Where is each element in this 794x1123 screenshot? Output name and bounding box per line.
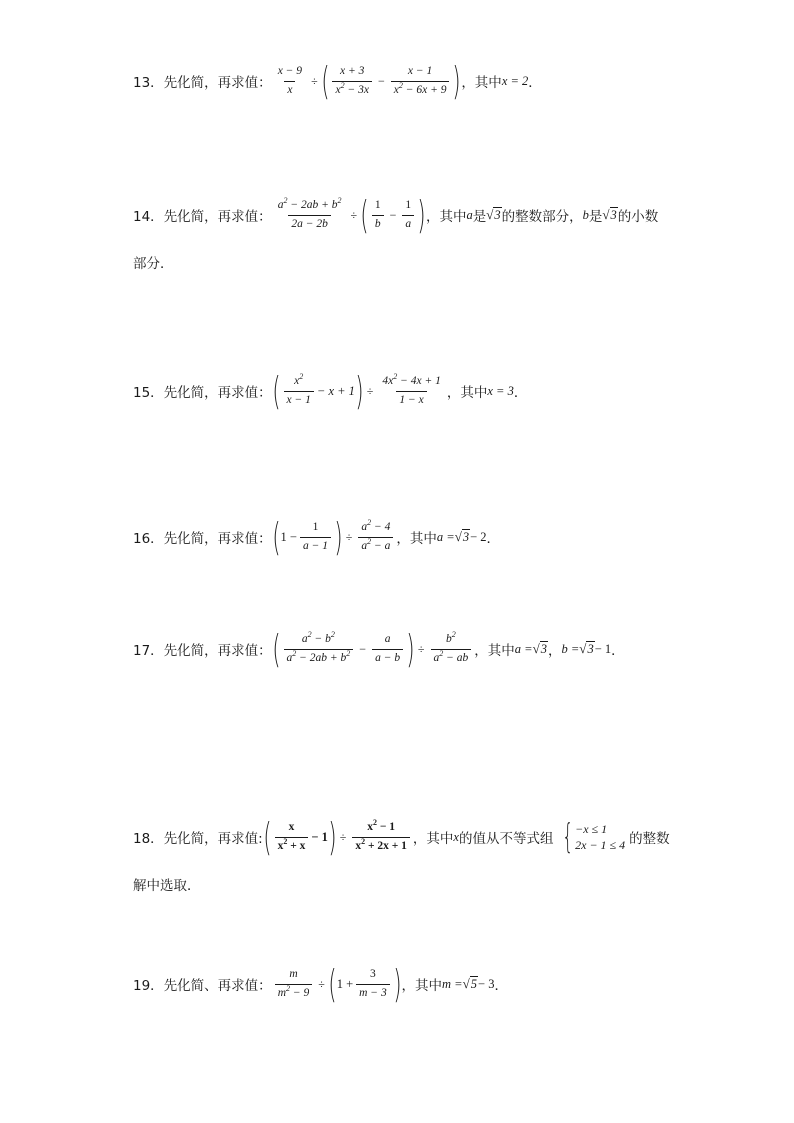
right-paren: ) xyxy=(452,59,461,103)
fraction xyxy=(275,65,305,96)
numerator: $x^2$ xyxy=(294,372,304,388)
sqrt-sign-icon: √ xyxy=(462,976,470,991)
right-paren: ) xyxy=(334,515,343,559)
numerator: x + 3 xyxy=(340,65,365,78)
divide-sign: ÷ xyxy=(345,529,353,544)
condition-lhs: a = xyxy=(436,529,455,544)
numerator: 1 xyxy=(374,199,381,212)
numerator: $a^2 - b^2$ xyxy=(301,630,335,646)
fraction xyxy=(379,372,443,406)
left-paren: ( xyxy=(320,59,330,103)
right-paren: ) xyxy=(328,815,337,859)
divide-sign: ÷ xyxy=(318,976,325,991)
left-paren: ( xyxy=(272,627,281,671)
condition-prefix: ，其中 xyxy=(461,75,502,91)
fraction xyxy=(275,968,313,999)
fraction xyxy=(352,818,410,852)
expression-lead: 1 − xyxy=(280,529,297,544)
numerator: x − 1 xyxy=(407,65,433,78)
condition-rhs: − 3 xyxy=(478,976,495,991)
sqrt-sign-icon: √ xyxy=(532,641,540,656)
fraction xyxy=(275,821,309,852)
left-paren: ( xyxy=(263,815,272,859)
problem-16 xyxy=(133,515,501,559)
inequality-row: 2x − 1 ≤ 4 xyxy=(575,838,626,852)
condition-lhs: m = xyxy=(442,976,463,991)
minus-sign: − xyxy=(377,73,385,88)
fraction xyxy=(372,199,384,230)
fraction xyxy=(332,65,371,96)
problem-number: 14． xyxy=(133,209,164,225)
continuation-line: 部分． xyxy=(133,256,174,272)
problem-number: 17． xyxy=(133,643,164,659)
sqrt-expression: √ 3 xyxy=(486,207,501,222)
condition-b-lhs: b = xyxy=(561,641,580,656)
fraction xyxy=(358,518,393,552)
sqrt-sign-icon: √ xyxy=(486,207,494,222)
condition-text: ，其中 xyxy=(412,831,454,847)
problem-17 xyxy=(133,627,625,671)
divide-sign: ÷ xyxy=(417,641,425,656)
divide-sign: ÷ xyxy=(311,73,318,88)
problem-line xyxy=(133,59,542,103)
condition-text: 的值从不等式组 xyxy=(458,831,554,847)
brace-icon: { xyxy=(562,817,574,857)
inequality-system xyxy=(557,817,626,857)
denominator: b xyxy=(372,215,384,231)
condition-b-rhs: − 1 xyxy=(594,641,612,656)
condition-text: 的整数 xyxy=(629,831,670,847)
denominator: 1 − x xyxy=(396,391,426,407)
problem-line xyxy=(133,193,659,237)
numerator: x xyxy=(288,821,295,834)
problem-line xyxy=(133,815,670,859)
condition-prefix: ，其中 xyxy=(446,385,488,401)
fraction xyxy=(402,199,414,230)
sqrt-expression: √ 3 xyxy=(602,207,617,222)
problem-number: 15． xyxy=(133,385,164,401)
denominator: $a^2 - 2ab + b^2$ xyxy=(284,649,354,665)
numerator: 3 xyxy=(370,968,376,981)
inequality-row: −x ≤ 1 xyxy=(575,821,608,836)
end-mark: ． xyxy=(611,643,625,659)
numerator: x − 9 xyxy=(277,65,303,78)
denominator: a − b xyxy=(372,649,403,665)
end-mark: ． xyxy=(494,978,508,994)
separator: ， xyxy=(547,643,562,659)
variable-x: x xyxy=(453,829,459,844)
right-paren: ) xyxy=(406,627,415,671)
condition-prefix: ，其中 xyxy=(396,531,437,547)
expression-lead: 1 + xyxy=(336,976,354,991)
denominator: $a^2$ − ab xyxy=(431,649,472,665)
numerator: 1 xyxy=(405,199,412,212)
denominator: a xyxy=(402,215,414,231)
problem-14 xyxy=(133,193,659,272)
variable-b: b xyxy=(582,207,589,222)
continuation-line: 解中选取． xyxy=(133,878,201,894)
sqrt-sign-icon: √ xyxy=(454,529,462,544)
fraction xyxy=(284,630,354,664)
denominator: $x^2 + 2x + 1$ xyxy=(352,837,410,853)
sqrt-expression: √ 5 xyxy=(462,976,478,991)
problem-number: 18． xyxy=(133,831,164,847)
problem-prompt: 先化简，再求值： xyxy=(163,209,272,225)
denominator: $x^2 + x$ xyxy=(275,837,309,853)
end-mark: ． xyxy=(486,531,501,547)
numerator: $a^2 - 4$ xyxy=(361,518,391,534)
denominator: $m^2 - 9$ xyxy=(275,984,313,1000)
problem-prompt: 先化简，再求值： xyxy=(163,531,272,547)
expression-tail: − x + 1 xyxy=(316,383,355,398)
minus-sign: − xyxy=(389,207,397,222)
condition-text: 是 xyxy=(588,209,603,225)
fraction xyxy=(284,372,314,406)
problem-line xyxy=(133,369,528,413)
denominator: a − 1 xyxy=(300,537,331,553)
condition-a-lhs: a = xyxy=(514,641,533,656)
sqrt-expression: √ 3 xyxy=(454,529,470,544)
problem-prompt: 先化简，再求值： xyxy=(163,643,272,659)
denominator: x − 1 xyxy=(284,391,314,407)
sqrt-sign-icon: √ xyxy=(602,207,610,222)
condition-prefix: ，其中 xyxy=(401,978,443,994)
fraction xyxy=(275,196,345,230)
problem-18 xyxy=(133,815,670,894)
condition-text: 是 xyxy=(472,209,487,225)
problem-number: 13． xyxy=(133,75,164,91)
fraction xyxy=(431,630,472,664)
sqrt-expression: √ 3 xyxy=(532,641,547,656)
divide-sign: ÷ xyxy=(366,383,374,398)
end-mark: ． xyxy=(513,385,528,401)
sqrt-sign-icon: √ xyxy=(579,641,587,656)
denominator: m − 3 xyxy=(356,984,390,1000)
condition-text: 的整数部分， xyxy=(501,209,583,225)
condition: x = 3 xyxy=(487,383,514,398)
divide-sign: ÷ xyxy=(339,829,347,844)
denominator: 2a − 2b xyxy=(288,215,331,231)
condition-text: 的小数 xyxy=(617,209,659,225)
numerator: $a^2 - 2ab + b^2$ xyxy=(277,196,342,212)
problem-line xyxy=(133,515,501,559)
fraction xyxy=(300,521,331,552)
right-paren: ) xyxy=(417,193,426,237)
left-paren: ( xyxy=(328,962,337,1006)
condition: x = 2 xyxy=(501,73,529,88)
sqrt-expression: √ 3 xyxy=(579,641,594,656)
numerator: m xyxy=(289,968,298,981)
fraction xyxy=(391,65,450,96)
bold-expression xyxy=(263,815,413,859)
left-paren: ( xyxy=(360,193,369,237)
problem-line xyxy=(133,962,508,1006)
numerator: $b^2$ xyxy=(446,630,456,646)
problem-15 xyxy=(133,369,528,413)
condition-text: ，其中 xyxy=(426,209,467,225)
problem-13 xyxy=(133,59,542,103)
expression-tail: − 1 xyxy=(311,829,328,844)
numerator: $4x^2 - 4x + 1$ xyxy=(382,372,441,388)
condition-rhs: − 2 xyxy=(470,529,487,544)
condition-prefix: ，其中 xyxy=(474,643,515,659)
divide-sign: ÷ xyxy=(350,207,358,222)
inequality-rows xyxy=(575,821,625,853)
fraction xyxy=(372,633,403,664)
left-paren: ( xyxy=(272,369,281,413)
problem-prompt: 先化简，再求值： xyxy=(163,385,272,401)
numerator: a xyxy=(384,633,391,646)
problem-19 xyxy=(133,962,508,1006)
problem-prompt: 先化简、再求值： xyxy=(163,978,272,994)
numerator: 1 xyxy=(312,521,319,534)
variable-a: a xyxy=(466,207,473,222)
right-paren: ) xyxy=(355,369,364,413)
problem-number: 16． xyxy=(133,531,164,547)
problem-prompt: 先化简，再求值： xyxy=(163,75,272,91)
denominator: $x^2 - 6x + 9$ xyxy=(391,81,450,97)
problem-prompt: 先化简，再求值: xyxy=(163,831,263,847)
denominator: $x^2 - 3x$ xyxy=(332,81,371,97)
problem-line xyxy=(133,627,625,671)
problem-number: 19． xyxy=(133,978,164,994)
fraction xyxy=(356,968,390,999)
denominator: $a^2 - a$ xyxy=(358,537,393,553)
right-paren: ) xyxy=(393,962,402,1006)
numerator: $x^2 - 1$ xyxy=(367,818,396,834)
minus-sign: − xyxy=(359,641,367,656)
end-mark: ． xyxy=(528,75,542,91)
denominator: x xyxy=(284,81,295,97)
left-paren: ( xyxy=(272,515,281,559)
